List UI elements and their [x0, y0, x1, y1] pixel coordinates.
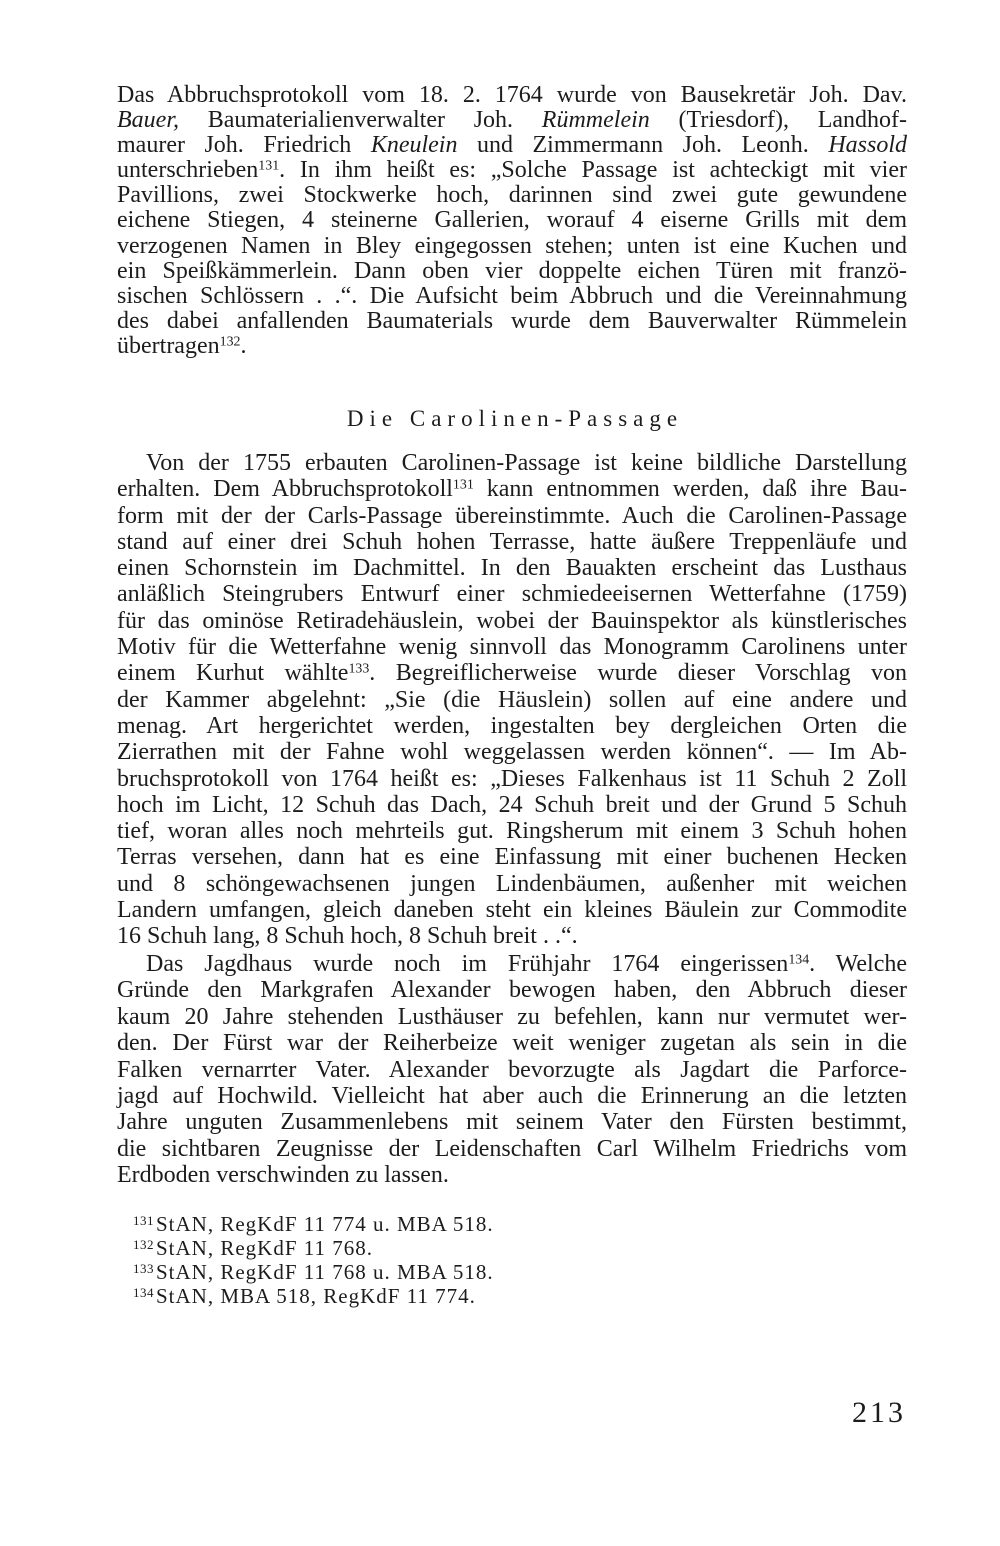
- text-line: [117, 284, 907, 309]
- text-line: [117, 1030, 907, 1056]
- text-line: [117, 713, 907, 739]
- text-line: [117, 739, 907, 765]
- text-line: [117, 208, 907, 233]
- page-number: 213: [852, 1396, 906, 1429]
- text-run: Terras versehen, dann hat es eine Einfassung mit einer buchenen Hecken: [117, 844, 907, 871]
- footnote-reference: 134: [788, 952, 810, 968]
- text-line: [117, 334, 907, 359]
- text-line: [117, 108, 907, 133]
- text-run: übertragen: [117, 332, 220, 359]
- text-run: . In ihm heißt es: „Solche Passage ist achteckigt mit vier: [279, 157, 907, 184]
- text-line: [117, 977, 907, 1003]
- text-line: [117, 634, 907, 660]
- text-run: kaum 20 Jahre stehenden Lusthäuser zu befehlen, kann nur vermutet wer-: [117, 1003, 907, 1030]
- italic-name: Hassold: [828, 132, 907, 159]
- text-run: Das Abbruchsprotokoll vom 18. 2. 1764 wurde von Bausekretär Joh. Dav.: [117, 82, 907, 108]
- footnotes: [133, 1212, 893, 1308]
- text-run: Das Jagdhaus wurde noch im Frühjahr 1764 eingerissen: [146, 951, 789, 977]
- text-run: Erdboden verschwinden zu lassen.: [117, 1162, 449, 1189]
- footnote-reference: 132: [219, 334, 241, 350]
- footnote: 134StAN, MBA 518, RegKdF 11 774.: [133, 1284, 476, 1308]
- text-run: kann entnommen werden, daß ihre Bau-: [473, 476, 907, 503]
- footnote-text: StAN, RegKdF 11 774 u. MBA 518.: [156, 1212, 494, 1236]
- text-line: [117, 766, 907, 792]
- text-line: [117, 687, 907, 713]
- text-line: [117, 1083, 907, 1109]
- text-line: [117, 818, 907, 844]
- text-line: [117, 1162, 907, 1188]
- text-run: erhalten. Dem Abbruchsprotokoll: [117, 476, 453, 503]
- text-line: [117, 581, 907, 607]
- text-run: jagd auf Hochwild. Vielleicht hat aber auch die Erinnerung an die letzten: [117, 1083, 907, 1110]
- text-line: [117, 476, 907, 502]
- text-run: Motiv für die Wetterfahne wenig sinnvoll das Monogramm Carolinens unter: [117, 634, 907, 661]
- text-run: unterschrieben: [117, 157, 259, 184]
- text-run: und Zimmermann Joh. Leonh.: [457, 132, 829, 159]
- footnote: 132StAN, RegKdF 11 768.: [133, 1236, 373, 1260]
- text-run: eichene Stiegen, 4 steinerne Gallerien, worauf 4 eiserne Grills mit dem: [117, 207, 907, 234]
- text-line: [117, 1109, 907, 1135]
- text-line: [117, 660, 907, 686]
- text-line: [117, 158, 907, 183]
- text-line: [117, 555, 907, 581]
- paragraph-jagdhaus: [117, 951, 907, 1189]
- text-run: Pavillions, zwei Stockwerke hoch, darinnen sind zwei gute gewundene: [117, 182, 907, 209]
- text-run: einen Schornstein im Dachmittel. In den Bauakten erscheint das Lusthaus: [117, 555, 907, 582]
- text-run: form mit der der Carls-Passage übereinstimmte. Auch die Carolinen-Passage: [117, 502, 907, 529]
- section-heading: Die Carolinen-Passage: [346, 406, 684, 431]
- text-run: Von der 1755 erbauten Carolinen-Passage ist keine bildliche Darstellung: [146, 450, 907, 476]
- paragraph-carolinen-passage: [117, 450, 907, 950]
- text-line: [117, 450, 907, 476]
- footnote-reference: 131: [452, 477, 474, 493]
- text-run: hoch im Licht, 12 Schuh das Dach, 24 Schuh breit und der Grund 5 Schuh: [117, 791, 907, 818]
- text-run: und 8 schöngewachsenen jungen Lindenbäumen, außenher mit weichen: [117, 870, 907, 897]
- text-run: menag. Art hergerichtet werden, ingestalten bey dergleichen Orten die: [117, 712, 907, 739]
- text-run: den. Der Fürst war der Reiherbeize weit weniger zugetan als sein in die: [117, 1030, 907, 1057]
- italic-name: Kneulein: [370, 132, 458, 159]
- text-line: [117, 1136, 907, 1162]
- text-run: . Begreiflicherweise wurde dieser Vorschlag von: [369, 660, 907, 687]
- text-line: [117, 897, 907, 923]
- text-run: verzogenen Namen in Bley eingegossen stehen; unten ist eine Kuchen und: [117, 232, 907, 259]
- footnote-reference: 133: [348, 661, 370, 677]
- text-line: [117, 1004, 907, 1030]
- text-line: [117, 951, 907, 977]
- text-run: Landern umfangen, gleich daneben steht ein kleines Bäulein zur Commodite: [117, 897, 907, 924]
- text-run: Zierrathen mit der Fahne wohl weggelassen werden können“. — Im Ab-: [117, 739, 907, 766]
- text-run: einem Kurhut wählte: [117, 660, 349, 687]
- text-run: für das ominöse Retiradehäuslein, wobei der Bauinspektor als künstlerisches: [117, 607, 907, 634]
- text-line: [117, 608, 907, 634]
- text-line: [117, 1057, 907, 1083]
- footnote: 133StAN, RegKdF 11 768 u. MBA 518.: [133, 1260, 494, 1284]
- text-run: des dabei anfallenden Baumaterials wurde dem Bauverwalter Rümmelein: [117, 307, 907, 334]
- footnote-text: StAN, RegKdF 11 768.: [156, 1236, 373, 1260]
- text-run: . Welche: [809, 951, 908, 977]
- text-run: 16 Schuh lang, 8 Schuh hoch, 8 Schuh breit . .“.: [117, 923, 578, 950]
- text-line: [117, 234, 907, 259]
- text-line: [117, 503, 907, 529]
- italic-name: Rümmelein: [541, 107, 650, 134]
- text-run: ein Speißkämmerlein. Dann oben vier doppelte eichen Türen mit franzö-: [117, 257, 907, 284]
- italic-name: Bauer,: [117, 107, 179, 134]
- text-run: maurer Joh. Friedrich: [117, 132, 371, 159]
- text-run: tief, woran alles noch mehrteils gut. Ringsherum mit einem 3 Schuh hohen: [117, 818, 907, 845]
- text-run: (Triesdorf), Landhof-: [649, 107, 907, 134]
- text-run: die sichtbaren Zeugnisse der Leidenschaften Carl Wilhelm Friedrichs vom: [117, 1135, 907, 1162]
- text-run: Jahre unguten Zusammenlebens mit seinem Vater den Fürsten bestimmt,: [117, 1109, 907, 1136]
- footnote: 131StAN, RegKdF 11 774 u. MBA 518.: [133, 1212, 494, 1236]
- footnote-text: StAN, RegKdF 11 768 u. MBA 518.: [156, 1260, 494, 1284]
- footnote-reference: 131: [258, 158, 280, 174]
- text-run: der Kammer abgelehnt: „Sie (die Häuslein) sollen auf eine andere und: [117, 686, 907, 713]
- text-run: stand auf einer drei Schuh hohen Terrasse, hatte äußere Treppenläufe und: [117, 528, 907, 555]
- text-line: [117, 871, 907, 897]
- footnote-text: StAN, MBA 518, RegKdF 11 774.: [156, 1284, 476, 1308]
- text-line: [117, 83, 907, 108]
- text-line: [117, 792, 907, 818]
- text-line: [117, 259, 907, 284]
- text-run: Baumaterialienverwalter Joh.: [179, 107, 542, 134]
- paragraph-abbruchsprotokoll: [117, 83, 907, 359]
- text-line: [117, 133, 907, 158]
- text-run: anläßlich Steingrubers Entwurf einer schmiedeeisernen Wetterfahne (1759): [117, 581, 907, 608]
- text-line: [117, 844, 907, 870]
- text-line: [117, 309, 907, 334]
- text-run: sischen Schlössern . .“. Die Aufsicht beim Abbruch und die Vereinnahmung: [117, 282, 907, 309]
- text-run: Gründe den Markgrafen Alexander bewogen haben, den Abbruch dieser: [117, 977, 907, 1004]
- text-run: Falken vernarrter Vater. Alexander bevorzugte als Jagdart die Parforce-: [117, 1056, 907, 1083]
- text-run: bruchsprotokoll von 1764 heißt es: „Dieses Falkenhaus ist 11 Schuh 2 Zoll: [117, 765, 907, 792]
- text-line: [117, 923, 907, 949]
- text-line: [117, 529, 907, 555]
- text-run: .: [240, 332, 247, 359]
- text-line: [117, 183, 907, 208]
